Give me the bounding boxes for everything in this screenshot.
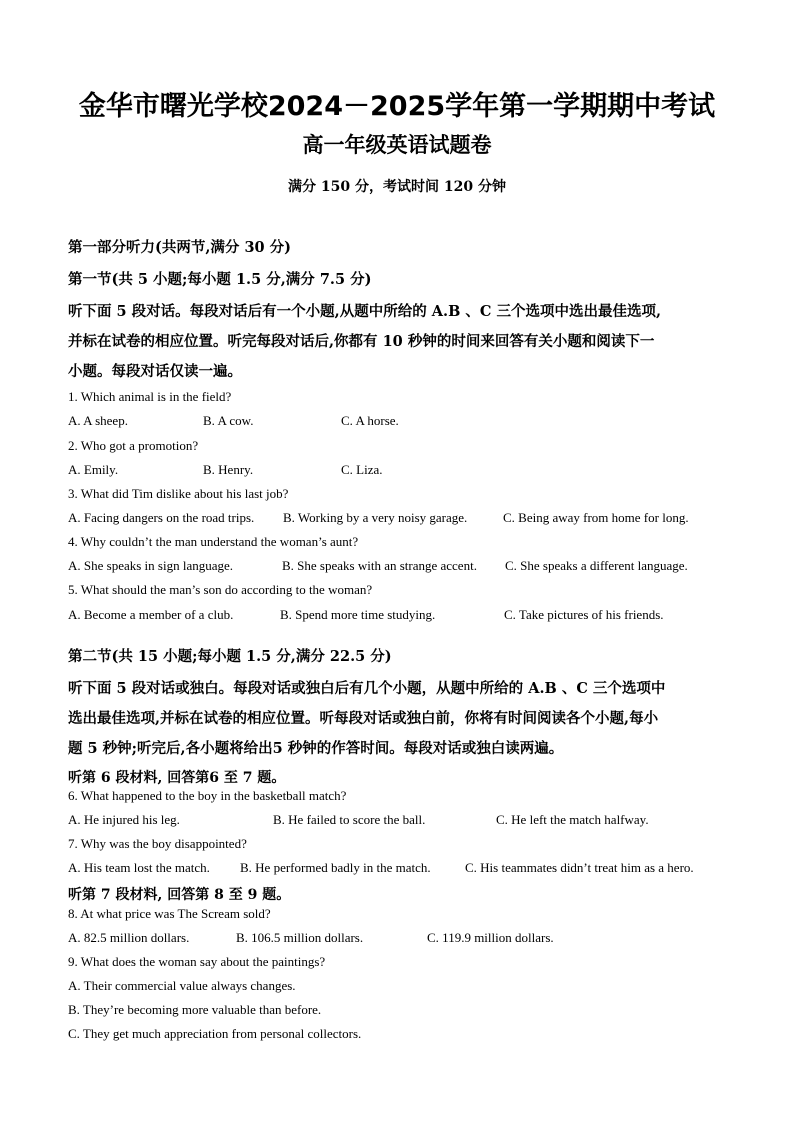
question-9-option-a: A. Their commercial value always changes. [68,978,296,993]
question-2-option-a: A. Emily. [68,462,119,477]
question-2-option-c: C. Liza. [341,462,383,477]
question-1: 1. Which animal is in the field? [68,389,232,404]
question-2-option-b: B. Henry. [203,462,254,477]
section2-instruction-line: 题 5 秒钟;听完后,各小题将给出5 秒钟的作答时间。每段对话或独白读两遍。 [68,740,564,757]
question-1-option-b: B. A cow. [203,413,254,428]
question-6-option-b: B. He failed to score the ball. [273,812,426,827]
question-3-option-b: B. Working by a very noisy garage. [283,510,468,525]
question-8: 8. At what price was The Scream sold? [68,906,271,921]
question-3-option-a: A. Facing dangers on the road trips. [68,510,255,525]
question-4: 4. Why couldn’t the man understand the woman’s aunt? [68,534,359,549]
section1-instruction-line: 听下面 5 段对话。每段对话后有一个小题,从题中所给的 A.B 、C 三个选项中选出最佳选项, [68,303,662,320]
exam-title: 金华市曙光学校2024－2025学年第一学期期中考试 [78,91,716,122]
question-8-option-a: A. 82.5 million dollars. [68,930,190,945]
question-7: 7. Why was the boy disappointed? [68,836,247,851]
question-9-option-b: B. They’re becoming more valuable than before. [68,1002,322,1017]
section2-heading: 第二节(共 15 小题;每小题 1.5 分,满分 22.5 分) [68,648,392,665]
question-5-option-a: A. Become a member of a club. [68,607,234,622]
question-6-option-c: C. He left the match halfway. [496,812,649,827]
question-8-option-b: B. 106.5 million dollars. [236,930,364,945]
question-7-option-a: A. His team lost the match. [68,860,210,875]
section1-heading: 第一节(共 5 小题;每小题 1.5 分,满分 7.5 分) [68,271,372,288]
exam-subtitle: 高一年级英语试题卷 [302,133,492,157]
question-4-option-b: B. She speaks with an strange accent. [282,558,477,573]
question-6: 6. What happened to the boy in the basketball match? [68,788,347,803]
question-7-option-b: B. He performed badly in the match. [240,860,431,875]
section2-instruction-line: 选出最佳选项,并标在试卷的相应位置。听每段对话或独白前，你将有时间阅读各个小题,每小 [68,710,659,727]
question-2: 2. Who got a promotion? [68,438,199,453]
question-7-option-c: C. His teammates didn’t treat him as a hero. [465,860,694,875]
question-5-option-b: B. Spend more time studying. [280,607,436,622]
question-9-option-c: C. They get much appreciation from personal collectors. [68,1026,362,1041]
exam-info: 满分 150 分，考试时间 120 分钟 [288,179,506,195]
question-1-option-c: C. A horse. [341,413,399,428]
question-9: 9. What does the woman say about the paintings? [68,954,326,969]
question-4-option-a: A. She speaks in sign language. [68,558,234,573]
part1-heading: 第一部分听力(共两节,满分 30 分) [68,239,292,256]
material-6-heading: 听第 6 段材料, 回答第6 至 7 题。 [68,770,286,786]
question-6-option-a: A. He injured his leg. [68,812,180,827]
section2-instruction-line: 听下面 5 段对话或独白。每段对话或独白后有几个小题，从题中所给的 A.B 、C 三个选项中 [68,680,666,697]
question-5: 5. What should the man’s son do according to the woman? [68,582,373,597]
question-8-option-c: C. 119.9 million dollars. [427,930,554,945]
material-7-heading: 听第 7 段材料, 回答第 8 至 9 题。 [68,887,291,903]
section1-instruction-line: 并标在试卷的相应位置。听完每段对话后,你都有 10 秒钟的时间来回答有关小题和阅读下一 [68,333,655,350]
question-3-option-c: C. Being away from home for long. [503,510,689,525]
question-4-option-c: C. She speaks a different language. [505,558,688,573]
section1-instruction-line: 小题。每段对话仅读一遍。 [68,363,242,380]
question-3: 3. What did Tim dislike about his last job? [68,486,289,501]
question-1-option-a: A. A sheep. [68,413,128,428]
question-5-option-c: C. Take pictures of his friends. [504,607,664,622]
